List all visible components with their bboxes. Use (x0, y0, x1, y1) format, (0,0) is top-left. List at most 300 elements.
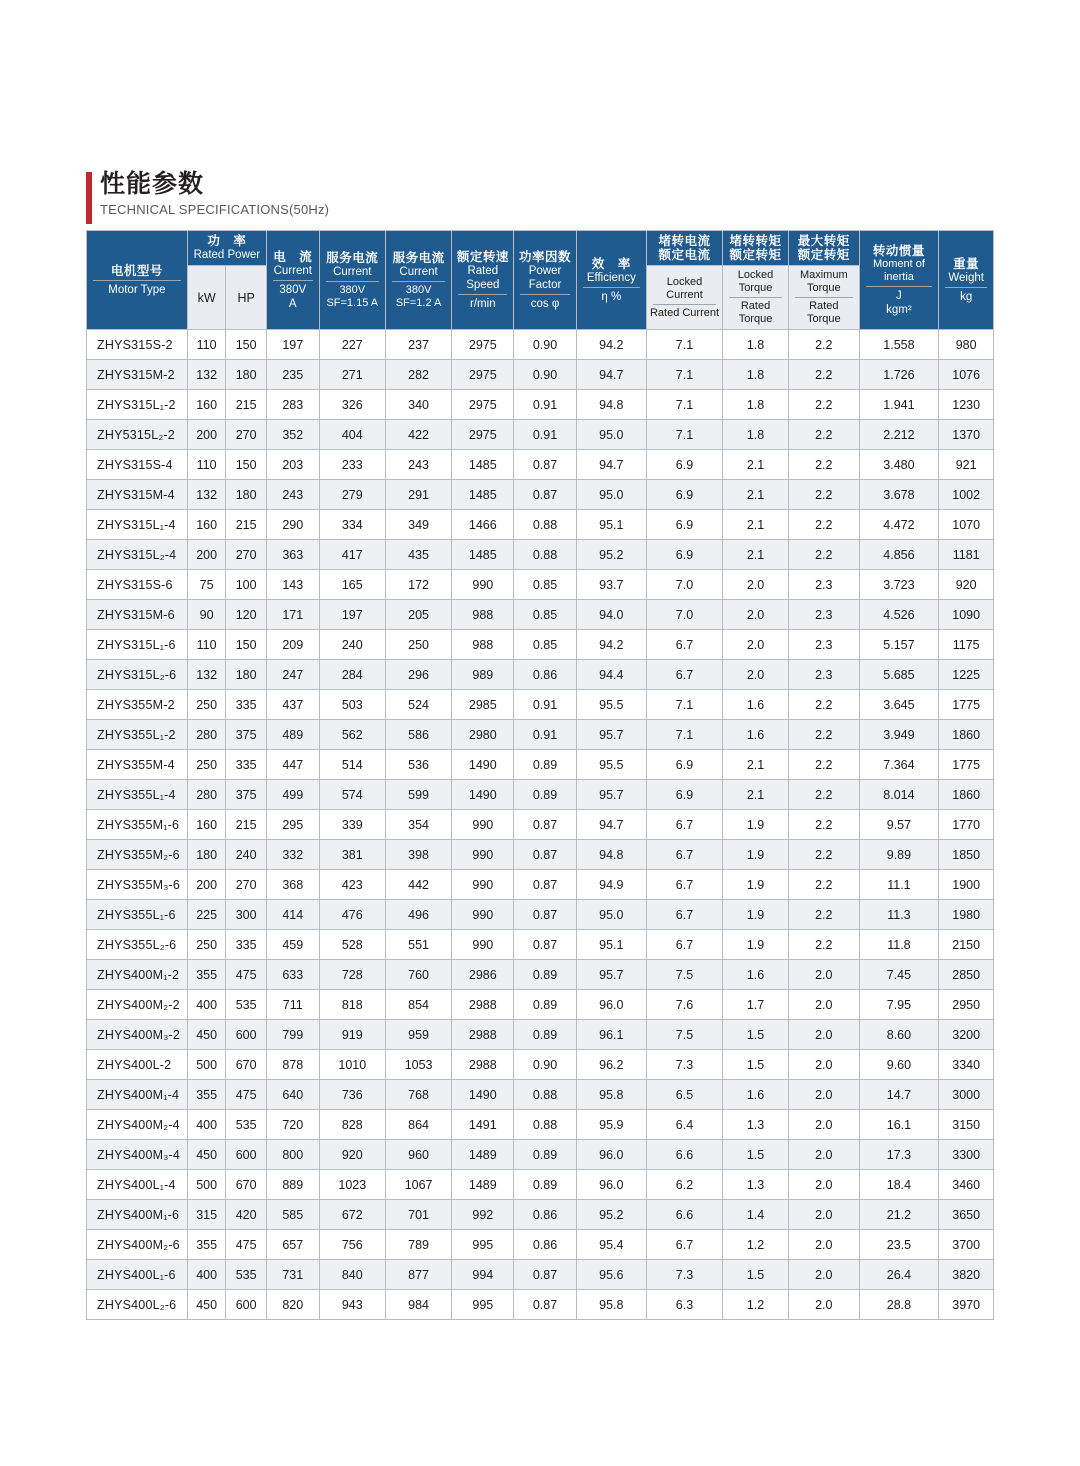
col-current: 电 流 Current 380V A (266, 231, 319, 330)
cell-hp: 100 (226, 570, 267, 600)
cell-pf: 0.87 (514, 1290, 576, 1320)
cell-kg: 920 (939, 570, 994, 600)
cell-kw: 450 (187, 1290, 226, 1320)
cell-kw: 225 (187, 900, 226, 930)
table-row (87, 570, 994, 600)
cell-pf: 0.88 (514, 1110, 576, 1140)
cell-lc: 7.0 (647, 570, 723, 600)
cell-j: 9.60 (859, 1050, 939, 1080)
cell-pf: 0.89 (514, 780, 576, 810)
cell-speed: 2985 (452, 690, 514, 720)
cell-j: 4.856 (859, 540, 939, 570)
cell-j: 4.472 (859, 510, 939, 540)
cell-speed: 992 (452, 1200, 514, 1230)
cell-kw: 180 (187, 840, 226, 870)
cell-lt: 1.9 (722, 930, 788, 960)
cell-lt: 2.1 (722, 450, 788, 480)
cell-sf115: 165 (319, 570, 385, 600)
cell-kw: 200 (187, 540, 226, 570)
table-row (87, 1170, 994, 1200)
cell-kw: 250 (187, 690, 226, 720)
cell-lt: 1.9 (722, 900, 788, 930)
cell-kg: 1775 (939, 690, 994, 720)
cell-mt: 2.2 (789, 390, 859, 420)
cell-sf115: 476 (319, 900, 385, 930)
cell-lc: 6.9 (647, 510, 723, 540)
cell-hp: 670 (226, 1050, 267, 1080)
cell-speed: 1466 (452, 510, 514, 540)
cell-mt: 2.2 (789, 690, 859, 720)
cell-motor-type: ZHYS355M₂-6 (87, 840, 188, 870)
cell-kg: 1230 (939, 390, 994, 420)
cell-j: 2.212 (859, 420, 939, 450)
cell-hp: 180 (226, 360, 267, 390)
cell-pf: 0.89 (514, 990, 576, 1020)
technical-specifications-table (86, 230, 994, 1320)
cell-sf115: 326 (319, 390, 385, 420)
cell-motor-type: ZHYS315L₁-4 (87, 510, 188, 540)
cell-hp: 215 (226, 810, 267, 840)
cell-motor-type: ZHYS355L₂-6 (87, 930, 188, 960)
cell-lt: 1.4 (722, 1200, 788, 1230)
header-divider (795, 297, 852, 298)
cell-kg: 3150 (939, 1110, 994, 1140)
cell-motor-type: ZHYS400L₁-6 (87, 1260, 188, 1290)
cell-motor-type: ZHYS400M₃-2 (87, 1020, 188, 1050)
cell-sf12: 536 (385, 750, 451, 780)
cell-hp: 375 (226, 720, 267, 750)
cell-hp: 150 (226, 450, 267, 480)
cell-pf: 0.87 (514, 900, 576, 930)
cell-mt: 2.2 (789, 750, 859, 780)
header-divider (653, 304, 716, 305)
cell-kg: 3300 (939, 1140, 994, 1170)
cell-eff: 96.0 (576, 1170, 646, 1200)
header-divider (93, 280, 181, 281)
cell-cur: 657 (266, 1230, 319, 1260)
cell-sf12: 205 (385, 600, 451, 630)
cell-kw: 132 (187, 660, 226, 690)
cell-eff: 95.8 (576, 1290, 646, 1320)
cell-kg: 921 (939, 450, 994, 480)
table-row (87, 330, 994, 360)
cell-lt: 1.9 (722, 810, 788, 840)
cell-sf115: 334 (319, 510, 385, 540)
cell-cur: 633 (266, 960, 319, 990)
table-row (87, 540, 994, 570)
table-row (87, 1200, 994, 1230)
cell-kg: 3700 (939, 1230, 994, 1260)
cell-speed: 2975 (452, 330, 514, 360)
cell-hp: 600 (226, 1140, 267, 1170)
col-weight: 重量 Weight kg (939, 231, 994, 330)
cell-j: 11.3 (859, 900, 939, 930)
cell-sf115: 227 (319, 330, 385, 360)
cell-mt: 2.2 (789, 780, 859, 810)
cell-sf115: 339 (319, 810, 385, 840)
cell-cur: 363 (266, 540, 319, 570)
cell-cur: 171 (266, 600, 319, 630)
cell-kg: 2850 (939, 960, 994, 990)
cell-motor-type: ZHYS355M-2 (87, 690, 188, 720)
cell-kg: 1076 (939, 360, 994, 390)
cell-sf12: 282 (385, 360, 451, 390)
table-row (87, 900, 994, 930)
col-max-torque: 最大转矩 额定转矩 (789, 231, 859, 266)
cell-cur: 368 (266, 870, 319, 900)
cell-lc: 6.3 (647, 1290, 723, 1320)
cell-cur: 878 (266, 1050, 319, 1080)
cell-j: 26.4 (859, 1260, 939, 1290)
cell-cur: 203 (266, 450, 319, 480)
cell-sf12: 172 (385, 570, 451, 600)
cell-lc: 7.6 (647, 990, 723, 1020)
table-row (87, 870, 994, 900)
title-accent-bar (86, 172, 92, 224)
cell-sf12: 854 (385, 990, 451, 1020)
cell-cur: 243 (266, 480, 319, 510)
cell-mt: 2.0 (789, 1110, 859, 1140)
cell-eff: 95.1 (576, 930, 646, 960)
cell-mt: 2.0 (789, 960, 859, 990)
cell-kw: 400 (187, 990, 226, 1020)
cell-speed: 1490 (452, 780, 514, 810)
col-locked-current-ratio: Locked Current Rated Current (647, 266, 723, 330)
cell-j: 1.941 (859, 390, 939, 420)
col-hp: HP (226, 266, 267, 330)
cell-cur: 437 (266, 690, 319, 720)
cell-kw: 160 (187, 510, 226, 540)
table-row (87, 1140, 994, 1170)
cell-eff: 94.2 (576, 630, 646, 660)
cell-mt: 2.0 (789, 1020, 859, 1050)
cell-lt: 1.9 (722, 840, 788, 870)
header-divider (326, 281, 379, 282)
cell-kg: 1070 (939, 510, 994, 540)
cell-lc: 7.3 (647, 1260, 723, 1290)
cell-hp: 335 (226, 750, 267, 780)
cell-lt: 2.0 (722, 600, 788, 630)
cell-mt: 2.3 (789, 630, 859, 660)
cell-eff: 94.0 (576, 600, 646, 630)
cell-mt: 2.2 (789, 840, 859, 870)
cell-cur: 489 (266, 720, 319, 750)
cell-motor-type: ZHYS315S-4 (87, 450, 188, 480)
cell-cur: 290 (266, 510, 319, 540)
cell-eff: 93.7 (576, 570, 646, 600)
cell-lc: 7.3 (647, 1050, 723, 1080)
cell-speed: 1491 (452, 1110, 514, 1140)
cell-kw: 500 (187, 1050, 226, 1080)
cell-pf: 0.85 (514, 570, 576, 600)
cell-speed: 990 (452, 870, 514, 900)
cell-motor-type: ZHYS400M₃-4 (87, 1140, 188, 1170)
cell-kg: 1370 (939, 420, 994, 450)
cell-speed: 989 (452, 660, 514, 690)
cell-motor-type: ZHYS315L₁-2 (87, 390, 188, 420)
cell-lt: 2.1 (722, 480, 788, 510)
cell-lt: 1.7 (722, 990, 788, 1020)
cell-lt: 1.5 (722, 1050, 788, 1080)
cell-motor-type: ZHYS400L₂-6 (87, 1290, 188, 1320)
cell-mt: 2.2 (789, 810, 859, 840)
cell-sf115: 197 (319, 600, 385, 630)
cell-eff: 96.1 (576, 1020, 646, 1050)
cell-kg: 1860 (939, 780, 994, 810)
cell-sf115: 381 (319, 840, 385, 870)
cell-cur: 889 (266, 1170, 319, 1200)
header-divider (392, 281, 445, 282)
cell-sf12: 599 (385, 780, 451, 810)
cell-pf: 0.86 (514, 660, 576, 690)
cell-pf: 0.91 (514, 420, 576, 450)
cell-lc: 7.1 (647, 360, 723, 390)
cell-speed: 995 (452, 1290, 514, 1320)
cell-pf: 0.91 (514, 390, 576, 420)
header-row-1 (87, 231, 994, 266)
cell-motor-type: ZHYS355M₃-6 (87, 870, 188, 900)
cell-mt: 2.0 (789, 990, 859, 1020)
header-divider (458, 294, 507, 295)
cell-cur: 731 (266, 1260, 319, 1290)
cell-sf115: 840 (319, 1260, 385, 1290)
cell-pf: 0.87 (514, 870, 576, 900)
cell-kw: 450 (187, 1020, 226, 1050)
cell-lc: 7.1 (647, 420, 723, 450)
cell-sf12: 496 (385, 900, 451, 930)
cell-hp: 600 (226, 1290, 267, 1320)
table-row (87, 720, 994, 750)
cell-j: 3.678 (859, 480, 939, 510)
table-row (87, 480, 994, 510)
col-power-factor: 功率因数 Power Factor cos φ (514, 231, 576, 330)
cell-lt: 1.5 (722, 1260, 788, 1290)
cell-lt: 1.8 (722, 390, 788, 420)
cell-sf115: 404 (319, 420, 385, 450)
cell-mt: 2.2 (789, 330, 859, 360)
cell-j: 3.480 (859, 450, 939, 480)
cell-eff: 94.8 (576, 390, 646, 420)
cell-eff: 94.4 (576, 660, 646, 690)
cell-lt: 2.0 (722, 570, 788, 600)
cell-kw: 400 (187, 1110, 226, 1140)
cell-j: 28.8 (859, 1290, 939, 1320)
cell-eff: 95.2 (576, 540, 646, 570)
cell-kg: 1850 (939, 840, 994, 870)
cell-speed: 2975 (452, 360, 514, 390)
cell-sf12: 1067 (385, 1170, 451, 1200)
cell-mt: 2.2 (789, 720, 859, 750)
cell-speed: 1490 (452, 1080, 514, 1110)
table-row (87, 630, 994, 660)
cell-j: 11.8 (859, 930, 939, 960)
cell-cur: 800 (266, 1140, 319, 1170)
cell-sf115: 672 (319, 1200, 385, 1230)
cell-sf12: 250 (385, 630, 451, 660)
header-divider (273, 280, 313, 281)
cell-motor-type: ZHYS400M₁-4 (87, 1080, 188, 1110)
cell-sf115: 417 (319, 540, 385, 570)
cell-mt: 2.3 (789, 570, 859, 600)
col-rated-power: 功 率 Rated Power (187, 231, 266, 266)
cell-lt: 1.6 (722, 960, 788, 990)
cell-sf12: 422 (385, 420, 451, 450)
cell-speed: 990 (452, 900, 514, 930)
cell-j: 3.949 (859, 720, 939, 750)
cell-j: 11.1 (859, 870, 939, 900)
table-row (87, 390, 994, 420)
section-title (86, 168, 329, 218)
col-service-current-12: 服务电流 Current 380V SF=1.2 A (385, 231, 451, 330)
cell-kw: 110 (187, 450, 226, 480)
cell-lt: 1.9 (722, 870, 788, 900)
cell-speed: 1485 (452, 540, 514, 570)
cell-pf: 0.87 (514, 840, 576, 870)
cell-mt: 2.2 (789, 450, 859, 480)
cell-sf12: 768 (385, 1080, 451, 1110)
cell-pf: 0.90 (514, 1050, 576, 1080)
cell-mt: 2.2 (789, 930, 859, 960)
cell-cur: 197 (266, 330, 319, 360)
cell-kg: 3820 (939, 1260, 994, 1290)
cell-cur: 295 (266, 810, 319, 840)
cell-eff: 95.5 (576, 750, 646, 780)
cell-cur: 209 (266, 630, 319, 660)
cell-motor-type: ZHYS315S-2 (87, 330, 188, 360)
cell-j: 14.7 (859, 1080, 939, 1110)
cell-sf115: 279 (319, 480, 385, 510)
cell-speed: 1489 (452, 1140, 514, 1170)
cell-eff: 95.0 (576, 900, 646, 930)
cell-hp: 535 (226, 1260, 267, 1290)
cell-cur: 247 (266, 660, 319, 690)
page-title: 性能参数 (100, 170, 205, 198)
cell-hp: 215 (226, 390, 267, 420)
cell-j: 23.5 (859, 1230, 939, 1260)
cell-j: 5.157 (859, 630, 939, 660)
cell-sf115: 562 (319, 720, 385, 750)
cell-motor-type: ZHY5315L₂-2 (87, 420, 188, 450)
cell-mt: 2.2 (789, 900, 859, 930)
cell-lc: 6.9 (647, 750, 723, 780)
cell-mt: 2.2 (789, 540, 859, 570)
cell-eff: 95.0 (576, 480, 646, 510)
cell-eff: 95.4 (576, 1230, 646, 1260)
cell-motor-type: ZHYS315L₂-4 (87, 540, 188, 570)
cell-sf12: 984 (385, 1290, 451, 1320)
cell-cur: 235 (266, 360, 319, 390)
cell-lt: 2.0 (722, 630, 788, 660)
cell-mt: 2.2 (789, 870, 859, 900)
cell-motor-type: ZHYS355M-4 (87, 750, 188, 780)
cell-sf12: 354 (385, 810, 451, 840)
cell-sf115: 284 (319, 660, 385, 690)
cell-hp: 475 (226, 1230, 267, 1260)
cell-hp: 270 (226, 540, 267, 570)
cell-motor-type: ZHYS400L-2 (87, 1050, 188, 1080)
cell-sf12: 959 (385, 1020, 451, 1050)
cell-lt: 1.6 (722, 720, 788, 750)
cell-lt: 2.1 (722, 510, 788, 540)
cell-eff: 94.8 (576, 840, 646, 870)
cell-pf: 0.86 (514, 1200, 576, 1230)
cell-pf: 0.87 (514, 480, 576, 510)
cell-sf115: 728 (319, 960, 385, 990)
cell-kg: 2150 (939, 930, 994, 960)
cell-sf12: 1053 (385, 1050, 451, 1080)
cell-lt: 1.8 (722, 420, 788, 450)
cell-cur: 499 (266, 780, 319, 810)
cell-kg: 1775 (939, 750, 994, 780)
cell-speed: 2988 (452, 990, 514, 1020)
cell-cur: 283 (266, 390, 319, 420)
cell-lt: 1.6 (722, 690, 788, 720)
cell-kg: 1002 (939, 480, 994, 510)
cell-eff: 96.2 (576, 1050, 646, 1080)
cell-speed: 990 (452, 810, 514, 840)
cell-speed: 2988 (452, 1020, 514, 1050)
table-row (87, 840, 994, 870)
cell-cur: 640 (266, 1080, 319, 1110)
cell-sf12: 586 (385, 720, 451, 750)
cell-cur: 720 (266, 1110, 319, 1140)
cell-motor-type: ZHYS400M₂-2 (87, 990, 188, 1020)
cell-cur: 414 (266, 900, 319, 930)
header-divider (945, 287, 987, 288)
cell-mt: 2.3 (789, 660, 859, 690)
table-row (87, 1260, 994, 1290)
cell-lt: 1.8 (722, 330, 788, 360)
cell-speed: 2975 (452, 420, 514, 450)
col-max-torque-ratio: Maximum Torque Rated Torque (789, 266, 859, 330)
cell-sf12: 524 (385, 690, 451, 720)
cell-speed: 2980 (452, 720, 514, 750)
cell-kg: 3460 (939, 1170, 994, 1200)
cell-pf: 0.86 (514, 1230, 576, 1260)
cell-speed: 2986 (452, 960, 514, 990)
table-row (87, 600, 994, 630)
table-row (87, 990, 994, 1020)
cell-hp: 535 (226, 990, 267, 1020)
cell-hp: 335 (226, 690, 267, 720)
cell-kw: 200 (187, 870, 226, 900)
cell-lc: 7.1 (647, 330, 723, 360)
cell-kg: 1770 (939, 810, 994, 840)
cell-speed: 2975 (452, 390, 514, 420)
cell-kw: 90 (187, 600, 226, 630)
cell-lc: 6.7 (647, 810, 723, 840)
cell-kg: 3200 (939, 1020, 994, 1050)
cell-mt: 2.0 (789, 1170, 859, 1200)
table-row (87, 420, 994, 450)
cell-pf: 0.88 (514, 540, 576, 570)
cell-cur: 447 (266, 750, 319, 780)
cell-eff: 96.0 (576, 990, 646, 1020)
cell-sf115: 1010 (319, 1050, 385, 1080)
cell-kw: 132 (187, 480, 226, 510)
cell-pf: 0.90 (514, 330, 576, 360)
cell-sf12: 296 (385, 660, 451, 690)
cell-j: 9.57 (859, 810, 939, 840)
cell-pf: 0.85 (514, 630, 576, 660)
cell-mt: 2.0 (789, 1200, 859, 1230)
col-rated-speed: 额定转速 Rated Speed r/min (452, 231, 514, 330)
col-motor-type: 电机型号 Motor Type (87, 231, 188, 330)
table-row (87, 1230, 994, 1260)
cell-lc: 6.6 (647, 1200, 723, 1230)
cell-j: 9.89 (859, 840, 939, 870)
cell-kg: 1900 (939, 870, 994, 900)
